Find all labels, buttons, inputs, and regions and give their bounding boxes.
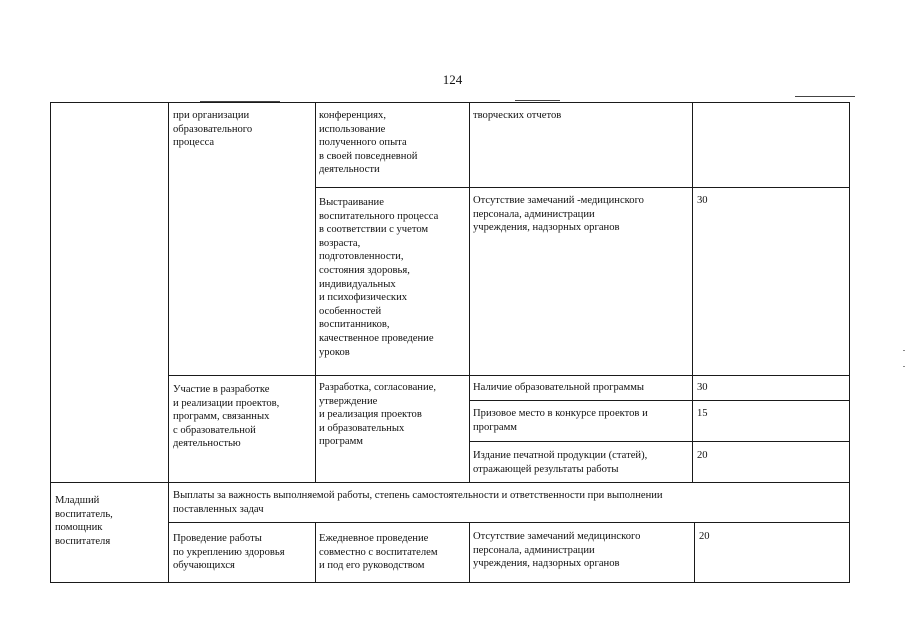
table-border-left — [50, 102, 51, 583]
scan-artifact — [515, 100, 560, 101]
page-number: 124 — [442, 72, 463, 87]
cell-indicator: Отсутствие замечаний -медицинского персонала, администрации учреждения, надзорных органов — [473, 195, 644, 234]
cell-criterion: конференциях, использование полученного опыта в своей повседневной деятельности — [319, 110, 418, 176]
cell-indicator: творческих отчетов — [473, 110, 562, 121]
cell-points: 15 — [697, 408, 708, 419]
table-border-top — [50, 102, 850, 103]
column-divider — [469, 102, 470, 482]
row-divider — [168, 522, 850, 523]
cell-criterion: Ежедневное проведение совместно с воспитателем и под его руководством — [319, 533, 438, 572]
row-divider — [315, 187, 850, 188]
cell-indicator: Призовое место в конкурсе проектов и программ — [473, 408, 648, 433]
cell-condition: Участие в разработке и реализации проектов, программ, связанных с образовательной деятельностью — [173, 384, 280, 450]
scan-artifact — [795, 96, 855, 97]
column-divider — [315, 102, 316, 482]
cell-payment-type: Выплаты за важность выполняемой работы, степень самостоятельности и ответственности при выполнении поставленных задач — [173, 490, 663, 515]
cell-condition: Проведение работы по укреплению здоровья обучающихся — [173, 533, 285, 572]
column-divider — [469, 522, 470, 583]
cell-indicator: Отсутствие замечаний медицинского персонала, администрации учреждения, надзорных органов — [473, 531, 641, 570]
cell-criterion: Разработка, согласование, утверждение и реализация проектов и образовательных программ — [319, 382, 436, 448]
cell-condition: при организации образовательного процесса — [173, 110, 253, 149]
row-divider — [50, 482, 850, 483]
table-border-bottom — [50, 582, 850, 583]
cell-position: Младший воспитатель, помощник воспитателя — [55, 495, 113, 547]
cell-points: 30 — [697, 195, 708, 206]
row-divider — [469, 441, 850, 442]
cell-indicator: Наличие образовательной программы — [473, 382, 645, 393]
column-divider — [168, 102, 169, 583]
cell-points: 20 — [697, 450, 708, 461]
row-divider — [168, 375, 850, 376]
cell-points: 30 — [697, 382, 708, 393]
row-divider — [469, 400, 850, 401]
column-divider — [315, 522, 316, 583]
table-border-right — [849, 102, 850, 583]
cell-criterion: Выстраивание воспитательного процесса в соответствии с учетом возраста, подготовленности, состояния здоровья, индивидуальных и психофизических особенностей воспитанников, качественное проведение уроков — [319, 197, 439, 358]
cell-indicator: Издание печатной продукции (статей), отражающей результаты работы — [473, 450, 648, 475]
column-divider — [692, 102, 693, 482]
column-divider — [694, 522, 695, 583]
cell-points: 20 — [699, 531, 710, 542]
